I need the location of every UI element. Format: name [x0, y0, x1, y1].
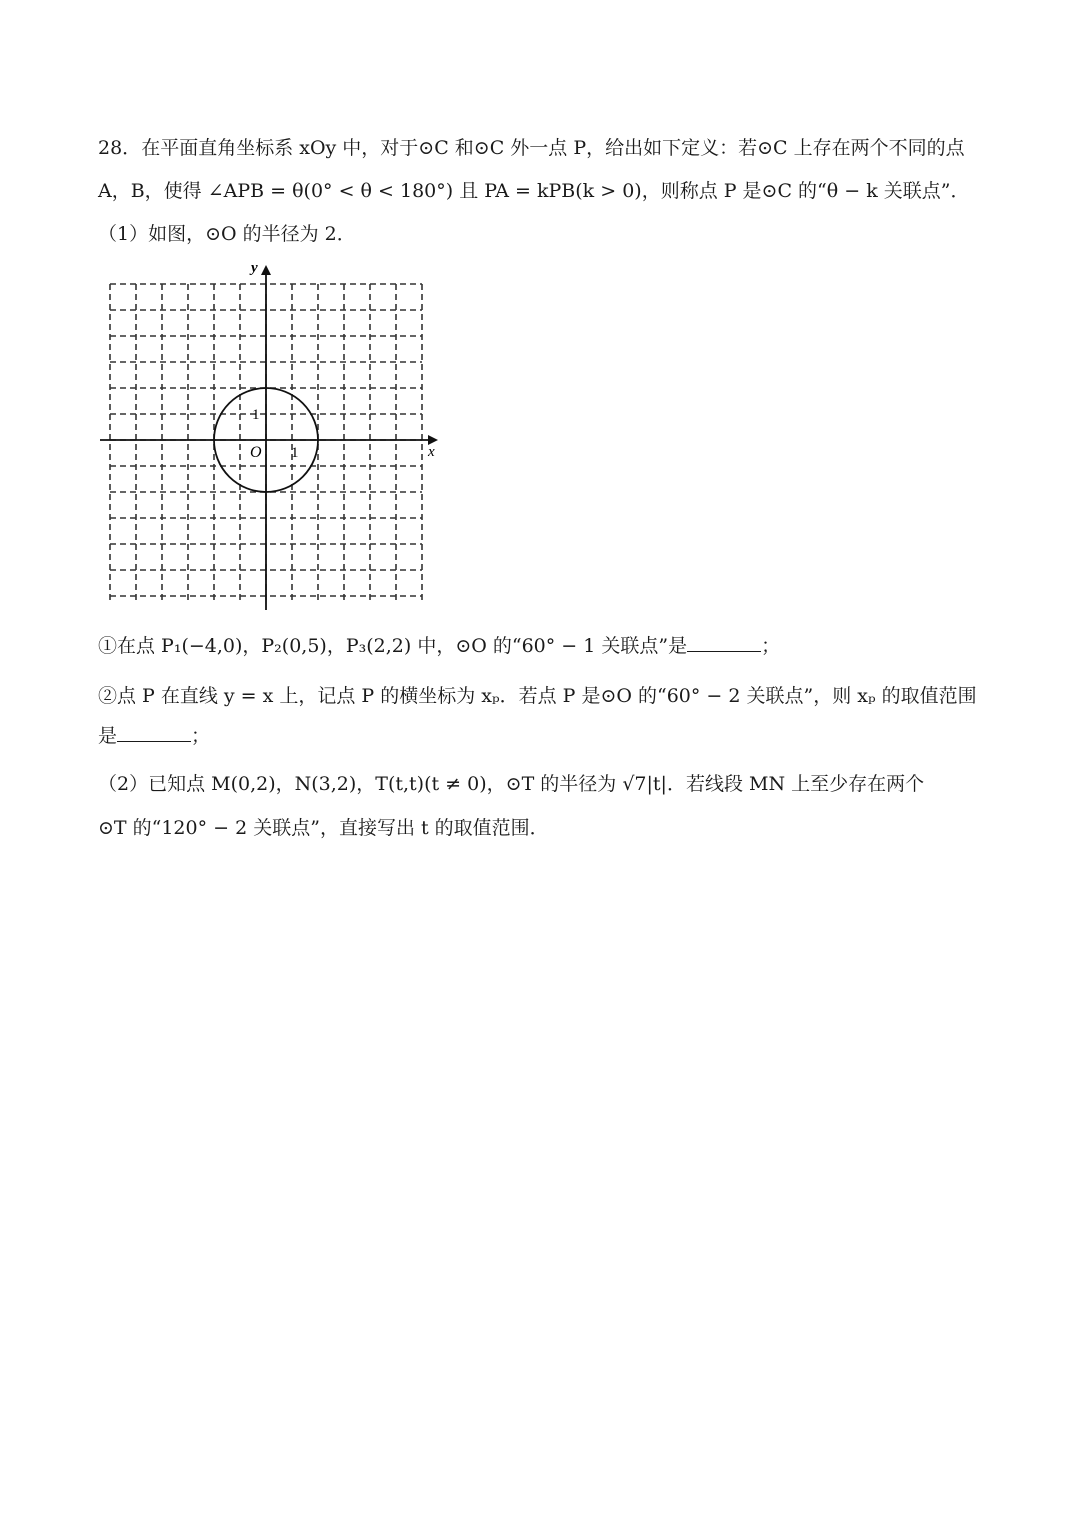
question-1 — [98, 632, 780, 660]
axis-y-label: y — [251, 260, 258, 276]
problem-line-1 — [98, 134, 965, 162]
question-2-line-2-text: 是 — [98, 725, 118, 747]
coordinate-grid-figure — [95, 255, 445, 615]
axis-x-label: x — [428, 444, 435, 460]
question-2-line-1: ②点 P 在直线 y = x 上，记点 P 的横坐标为 xₚ．若点 P 是⊙O 的“60° − 2 关联点”，则 xₚ 的取值范围 — [98, 685, 977, 707]
question-1-end: ； — [761, 635, 781, 657]
problem-statement-line-1: 在平面直角坐标系 xOy 中，对于⊙C 和⊙C 外一点 P，给出如下定义：若⊙C 上存在两个不同的点 — [141, 137, 965, 159]
answer-blank-1 — [687, 633, 761, 652]
question-2-line-2 — [98, 722, 210, 750]
part-1-intro: （1）如图，⊙O 的半径为 2． — [98, 223, 356, 245]
question-1-text: ①在点 P₁(−4,0)，P₂(0,5)，P₃(2,2) 中，⊙O 的“60° − 1 关联点”是 — [98, 635, 688, 657]
problem-statement-line-2: A，B，使得 ∠APB = θ(0° < θ < 180°) 且 PA = kPB(k > 0)，则称点 P 是⊙C 的“θ − k 关联点”． — [98, 180, 970, 202]
y-tick-label: 1 — [252, 407, 260, 423]
y-axis-arrow-icon — [261, 265, 271, 275]
problem-number: 28． — [98, 137, 142, 159]
x-tick-label: 1 — [291, 445, 299, 461]
answer-blank-2 — [117, 723, 191, 742]
part-2-line-2: ⊙T 的“120° − 2 关联点”，直接写出 t 的取值范围． — [98, 817, 549, 839]
part-2-line-1: （2）已知点 M(0,2)，N(3,2)，T(t,t)(t ≠ 0)，⊙T 的半径为 √7|t|．若线段 MN 上至少存在两个 — [98, 773, 925, 795]
question-2-end: ； — [191, 725, 211, 747]
origin-label: O — [250, 444, 262, 461]
